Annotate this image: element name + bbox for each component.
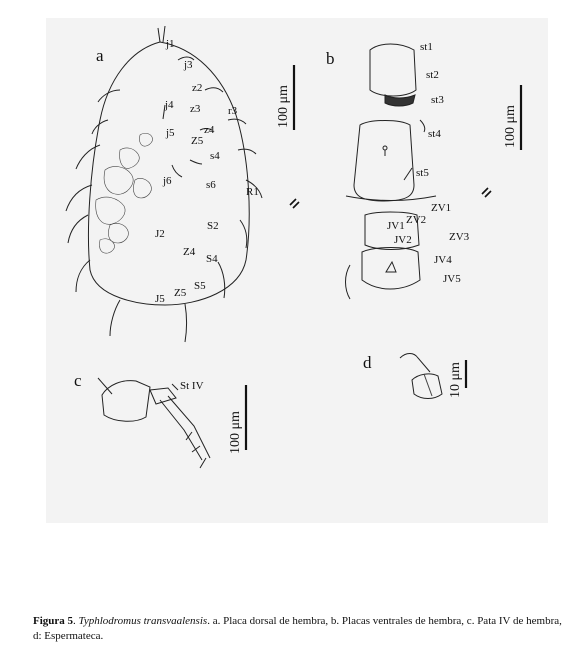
scale-label-a: 100 μm bbox=[276, 85, 291, 128]
seta-label: j1 bbox=[166, 38, 175, 50]
figure-caption: Figura 5. Typhlodromus transvaalensis. a. Placa dorsal de hembra, b. Placas ventrales de hembra, c. Pata IV de hembra, d: Espermateca. bbox=[33, 615, 562, 642]
seta-label: JV4 bbox=[434, 254, 452, 266]
seta-label: S2 bbox=[207, 220, 219, 232]
seta-label: ZV3 bbox=[449, 231, 470, 243]
spermatheca-drawing bbox=[400, 354, 442, 399]
seta-label: z4 bbox=[204, 124, 215, 136]
seta-label: s6 bbox=[206, 179, 216, 191]
caption-species: Typhlodromus transvaalensis bbox=[78, 615, 208, 627]
scale-label-b: 100 μm bbox=[503, 105, 518, 148]
seta-label: R1 bbox=[246, 186, 259, 198]
seta-label: st4 bbox=[428, 128, 441, 140]
seta-label: Z5 bbox=[174, 287, 187, 299]
seta-label: j5 bbox=[166, 127, 175, 139]
seta-label: z3 bbox=[190, 103, 201, 115]
seta-label: j4 bbox=[165, 99, 174, 111]
seta-label: st5 bbox=[416, 167, 429, 179]
scale-label-c: 100 μm bbox=[228, 411, 243, 454]
leg-label: St IV bbox=[180, 380, 204, 392]
seta-label: j6 bbox=[163, 175, 172, 187]
seta-label: JV5 bbox=[443, 273, 461, 285]
caption-text: . a. Placa dorsal de hembra, b. Placas ventrales de hembra, c. Pata IV de hembra, d: Espermateca. bbox=[33, 615, 562, 642]
separator-marks bbox=[290, 188, 491, 208]
seta-label: s4 bbox=[210, 150, 220, 162]
seta-label: S4 bbox=[206, 253, 218, 265]
seta-label: J2 bbox=[155, 228, 165, 240]
seta-label: r3 bbox=[228, 105, 238, 117]
panel-label-b: b bbox=[326, 49, 335, 68]
panel-label-c: c bbox=[74, 371, 82, 390]
seta-label: st2 bbox=[426, 69, 439, 81]
seta-label: ZV2 bbox=[406, 214, 427, 226]
caption-label: Figura 5 bbox=[33, 615, 74, 627]
seta-label: ZV1 bbox=[431, 202, 452, 214]
scale-label-d: 10 μm bbox=[448, 362, 463, 398]
seta-label: Z5 bbox=[191, 135, 204, 147]
seta-label: JV1 bbox=[387, 220, 405, 232]
seta-label: z2 bbox=[192, 82, 203, 94]
seta-label: j3 bbox=[184, 59, 193, 71]
panel-label-d: d bbox=[363, 353, 372, 372]
seta-label: Z4 bbox=[183, 246, 196, 258]
seta-label: J5 bbox=[155, 293, 165, 305]
seta-label: st1 bbox=[420, 41, 433, 53]
seta-label: JV2 bbox=[394, 234, 412, 246]
panel-label-a: a bbox=[96, 46, 104, 65]
seta-label: S5 bbox=[194, 280, 206, 292]
seta-label: st3 bbox=[431, 94, 444, 106]
